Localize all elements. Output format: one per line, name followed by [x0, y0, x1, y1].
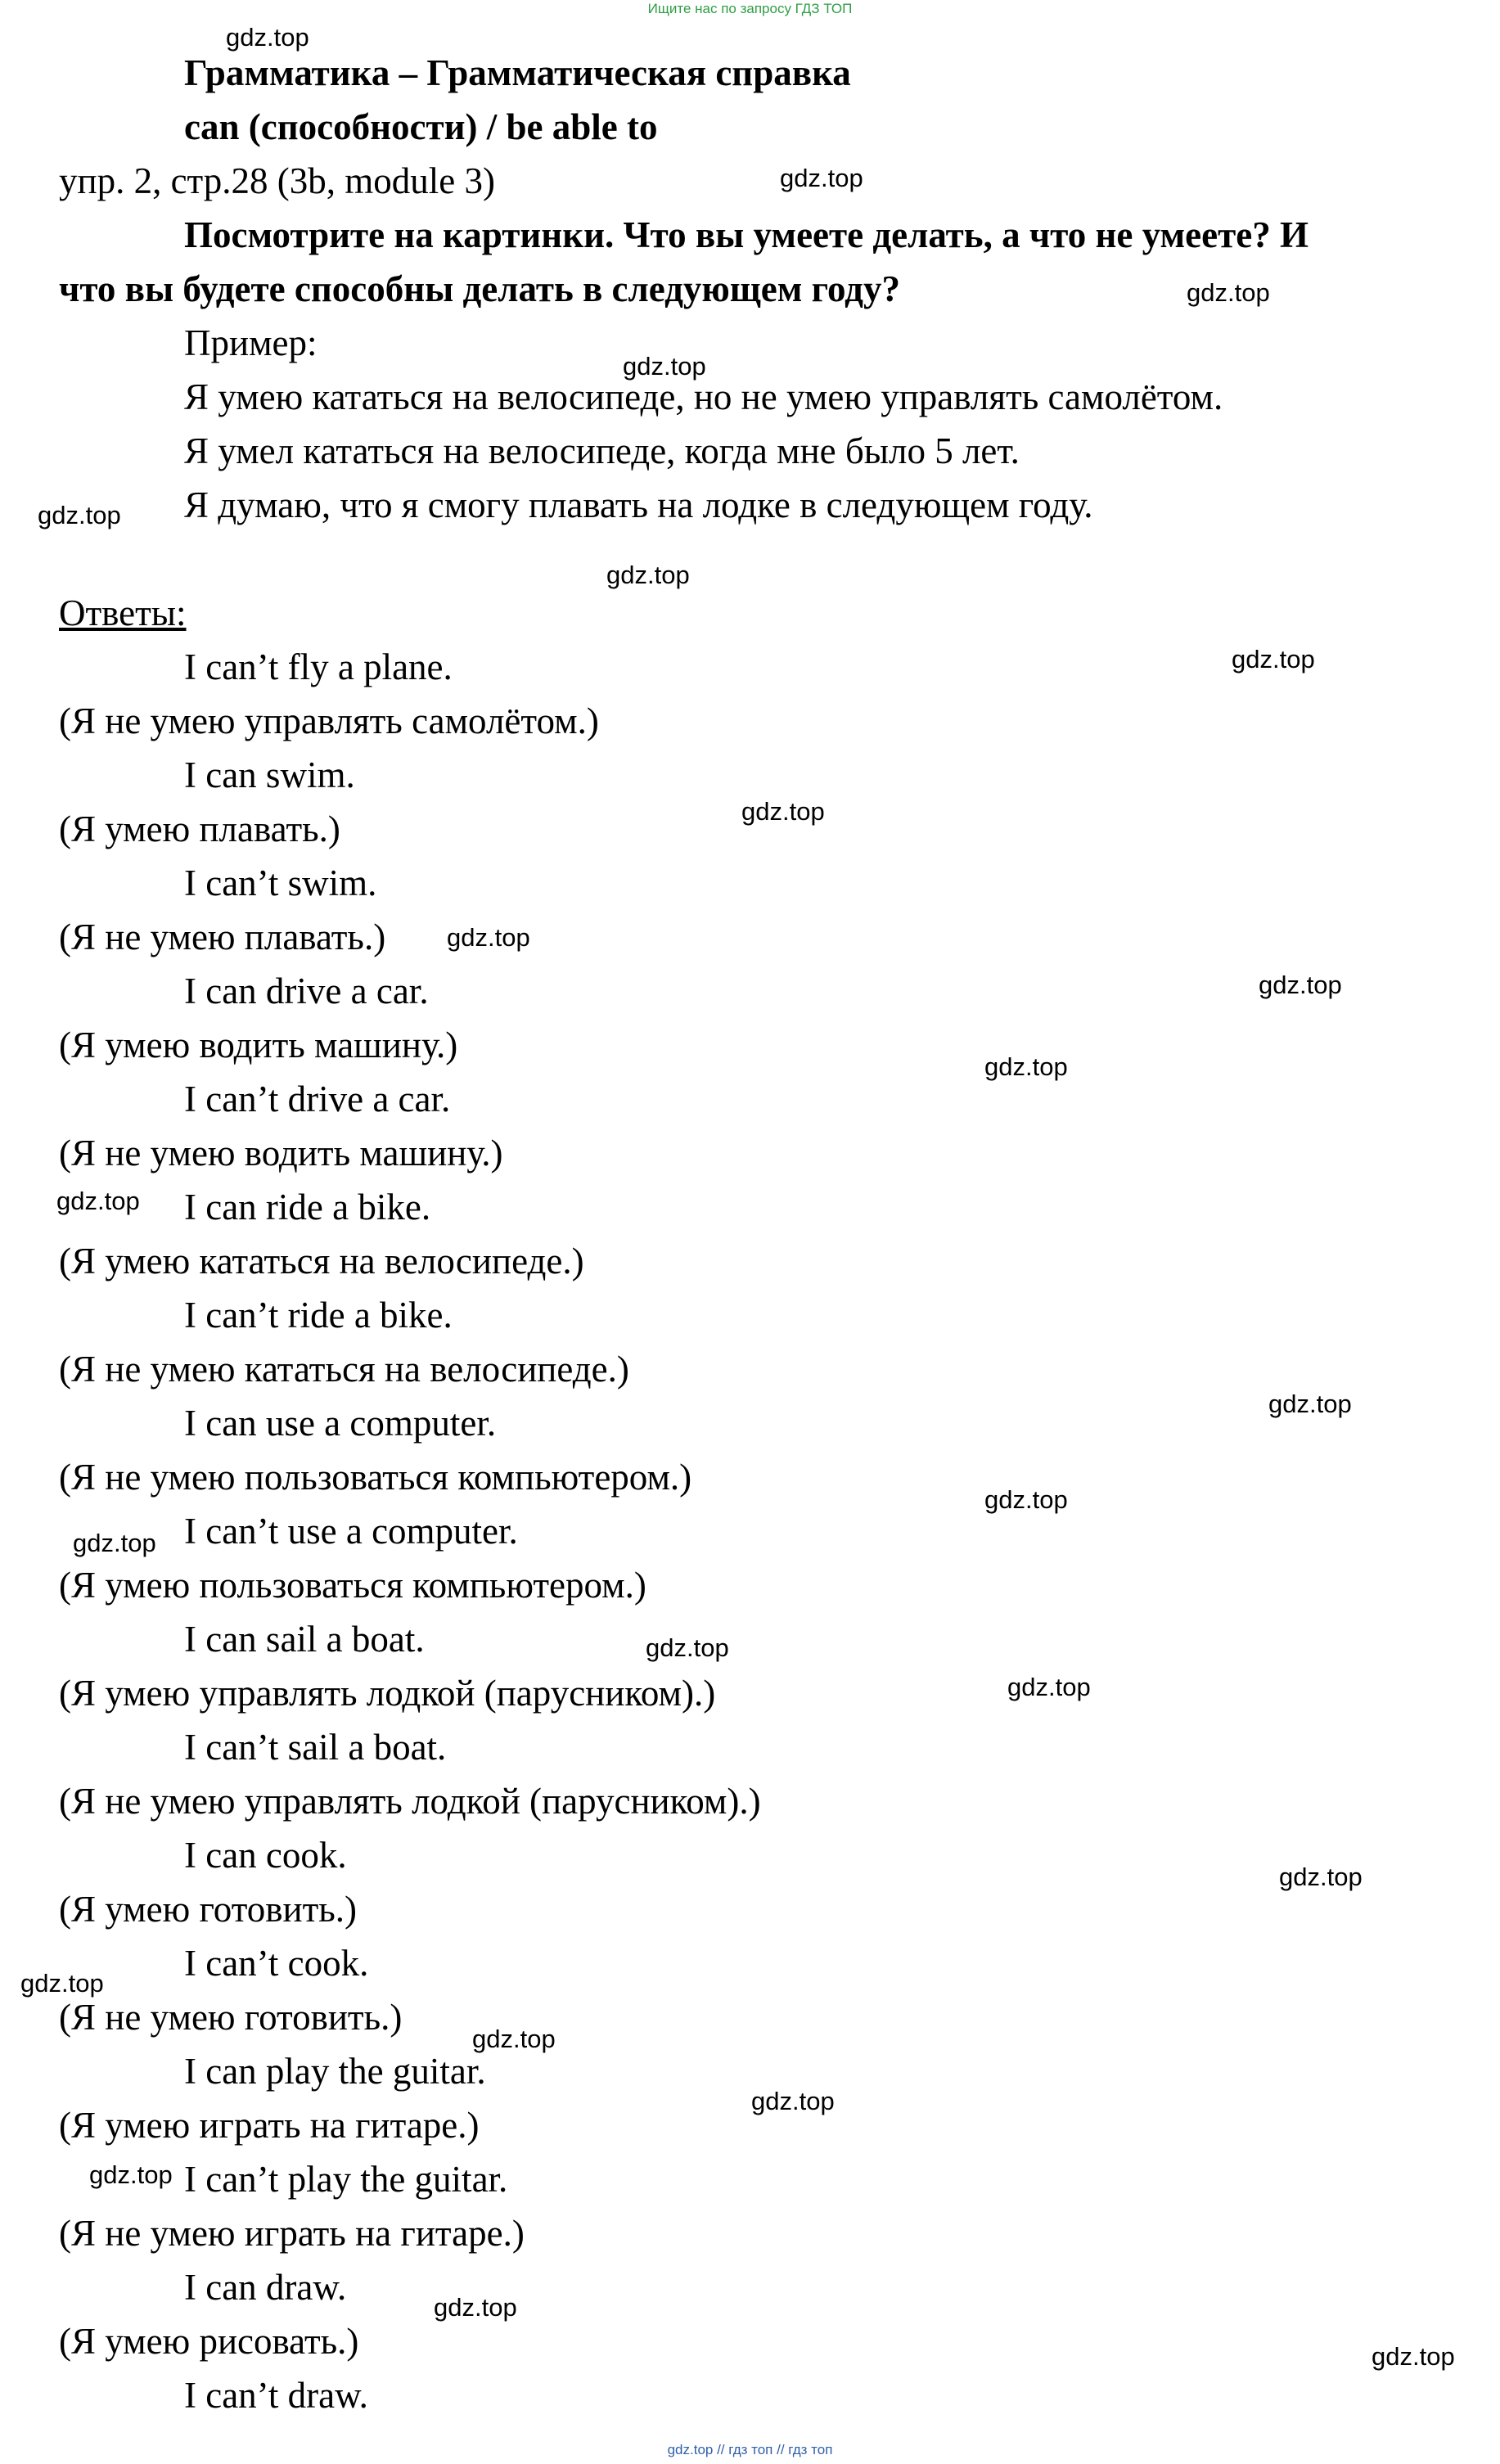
answer-russian: (Я умею рисовать.) [59, 2321, 359, 2362]
answer-english: I can’t cook. [184, 1943, 369, 1984]
watermark[interactable]: gdz.top [984, 1485, 1068, 1514]
grammar-title: Грамматика – Грамматическая справка [184, 52, 851, 93]
watermark[interactable]: gdz.top [984, 1052, 1068, 1081]
watermark[interactable]: gdz.top [472, 2025, 556, 2053]
example-label: Пример: [184, 322, 318, 363]
watermark[interactable]: gdz.top [646, 1633, 729, 1662]
answer-russian: (Я умею плавать.) [59, 809, 340, 849]
watermark[interactable]: gdz.top [38, 501, 121, 529]
answer-english: I can use a computer. [184, 1403, 497, 1444]
footer-links[interactable]: gdz.top // гдз топ // гдз топ [667, 2442, 833, 2457]
watermark[interactable]: gdz.top [56, 1187, 140, 1215]
answer-english: I can ride a bike. [184, 1187, 431, 1227]
watermark[interactable]: gdz.top [1372, 2342, 1455, 2371]
answer-russian: (Я умею управлять лодкой (парусником).) [59, 1673, 716, 1714]
answer-russian: (Я не умею кататься на велосипеде.) [59, 1349, 629, 1390]
exercise-task-line-2: что вы будете способны делать в следующем году? [59, 268, 900, 309]
answer-english: I can cook. [184, 1835, 347, 1876]
answer-russian: (Я не умею плавать.) [59, 917, 386, 957]
answer-russian: (Я умею водить машину.) [59, 1025, 458, 1065]
answer-russian: (Я не умею пользоваться компьютером.) [59, 1457, 692, 1498]
answer-english: I can’t swim. [184, 863, 377, 903]
answer-russian: (Я не умею управлять лодкой (парусником).) [59, 1781, 761, 1822]
answer-english: I can swim. [184, 755, 355, 795]
answer-russian: (Я не умею управлять самолётом.) [59, 700, 599, 741]
watermark[interactable]: gdz.top [780, 164, 863, 192]
answer-russian: (Я не умею играть на гитаре.) [59, 2213, 525, 2254]
example-line: Я умел кататься на велосипеде, когда мне было 5 лет. [184, 430, 1020, 471]
watermark[interactable]: gdz.top [447, 923, 530, 952]
watermark[interactable]: gdz.top [73, 1529, 156, 1557]
watermark[interactable]: gdz.top [20, 1969, 104, 1998]
watermark[interactable]: gdz.top [1007, 1673, 1091, 1701]
watermark[interactable]: gdz.top [741, 797, 825, 826]
answer-english: I can play the guitar. [184, 2051, 486, 2092]
watermark[interactable]: gdz.top [434, 2293, 517, 2322]
answer-english: I can’t play the guitar. [184, 2159, 508, 2200]
answer-english: I can’t drive a car. [184, 1079, 451, 1119]
grammar-subtitle: can (способности) / be able to [184, 106, 658, 147]
watermark[interactable]: gdz.top [1268, 1390, 1352, 1418]
answer-english: I can drive a car. [184, 971, 429, 1011]
watermark[interactable]: gdz.top [751, 2087, 835, 2115]
example-line: Я думаю, что я смогу плавать на лодке в следующем году. [184, 484, 1093, 525]
watermark[interactable]: gdz.top [89, 2160, 173, 2189]
watermark[interactable]: gdz.top [1232, 645, 1315, 673]
answer-russian: (Я не умею водить машину.) [59, 1133, 503, 1173]
watermark[interactable]: gdz.top [606, 561, 690, 589]
answer-english: I can’t use a computer. [184, 1511, 518, 1552]
answer-english: I can’t draw. [184, 2375, 368, 2416]
answer-russian: (Я умею кататься на велосипеде.) [59, 1241, 584, 1282]
answer-english: I can sail a boat. [184, 1619, 425, 1660]
answer-russian: (Я умею играть на гитаре.) [59, 2105, 480, 2146]
watermark[interactable]: gdz.top [1279, 1863, 1363, 1891]
watermark[interactable]: gdz.top [1259, 971, 1342, 999]
answer-russian: (Я умею пользоваться компьютером.) [59, 1565, 646, 1606]
watermark[interactable]: gdz.top [226, 23, 309, 52]
exercise-reference: упр. 2, стр.28 (3b, module 3) [59, 160, 495, 201]
watermark[interactable]: gdz.top [1187, 278, 1270, 307]
search-banner[interactable]: Ищите нас по запросу ГДЗ ТОП [647, 1, 853, 16]
answers-label: Ответы: [59, 592, 187, 633]
exercise-task-line-1: Посмотрите на картинки. Что вы умеете делать, а что не умеете? И [184, 214, 1309, 255]
answer-russian: (Я не умею готовить.) [59, 1997, 403, 2038]
answer-english: I can draw. [184, 2267, 347, 2308]
answer-russian: (Я умею готовить.) [59, 1889, 358, 1930]
answer-english: I can’t ride a bike. [184, 1295, 453, 1336]
answer-english: I can’t fly a plane. [184, 646, 453, 687]
answer-english: I can’t sail a boat. [184, 1727, 447, 1768]
watermark[interactable]: gdz.top [623, 352, 706, 381]
example-line: Я умею кататься на велосипеде, но не умею управлять самолётом. [184, 376, 1223, 417]
